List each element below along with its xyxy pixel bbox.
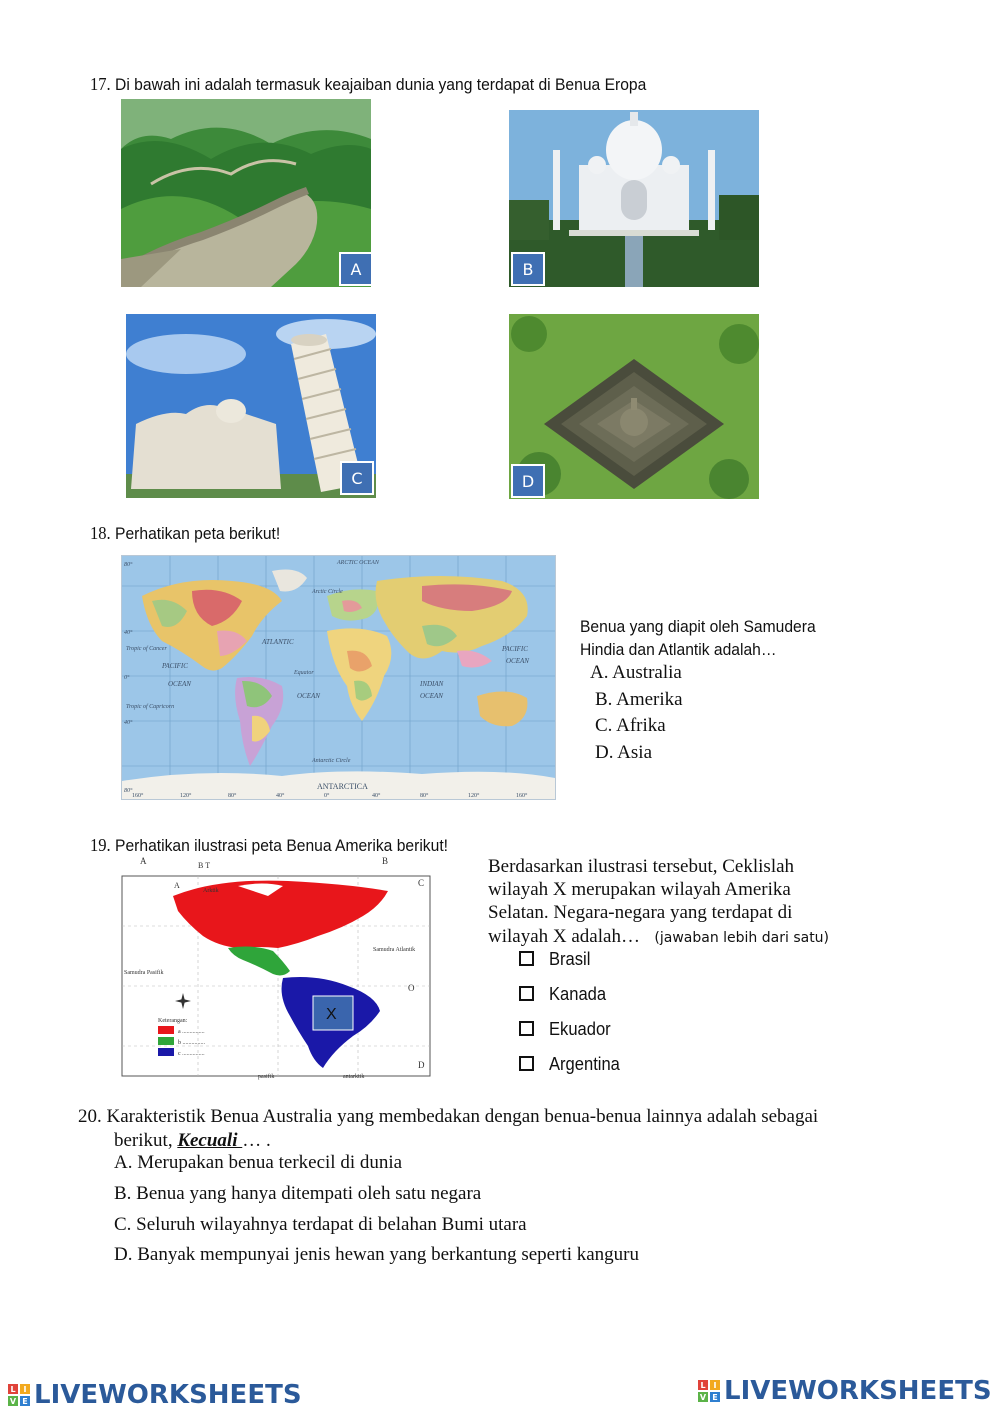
checkbox-ekuador[interactable] [519, 1021, 534, 1036]
map-tropic-cancer-label: Tropic of Cancer [126, 646, 167, 652]
great-wall-photo [121, 99, 371, 287]
footer-brand-right: LIVEWORKSHEETS [724, 1376, 992, 1406]
q20-line2-pre: berikut, [114, 1130, 178, 1151]
q19-text: Perhatikan ilustrasi peta Benua Amerika berikut! [115, 836, 449, 855]
borobudur-photo [509, 314, 759, 499]
label-a: A [339, 252, 373, 286]
q18-option-d: D. Asia [595, 742, 652, 763]
map-x-label: X [326, 1006, 337, 1023]
q20-line2 [114, 1130, 271, 1152]
liveworksheets-logo-icon: L I V E [698, 1380, 720, 1402]
q19-title [90, 835, 448, 856]
q20-line2-post: … . [242, 1130, 271, 1151]
americas-map [118, 856, 436, 1082]
map-lat-bottom: 80° [124, 788, 133, 794]
map-right-o: O [408, 983, 415, 993]
map-antarctic-circle-label: Antarctic Circle [312, 758, 351, 764]
map-lon-tick: 120° [180, 793, 192, 799]
map-axis-a: A [174, 881, 180, 890]
q18-option-b: B. Amerika [595, 689, 683, 710]
map-lon-tick: 0° [324, 793, 330, 799]
map-corner-b-top: B [382, 856, 389, 866]
taj-mahal-photo [509, 110, 759, 287]
map-lat-40: 40° [124, 630, 133, 636]
map-equator-label: Equator [294, 670, 314, 676]
liveworksheets-logo-icon: L I V E [8, 1384, 30, 1406]
map-pacific-left-label: PACIFIC [162, 662, 188, 670]
map-lon-tick: 40° [372, 793, 381, 799]
map-lon-tick: 80° [420, 793, 429, 799]
map-corner-a-top: A [140, 856, 147, 866]
map-legend-c: c ............... [178, 1051, 205, 1057]
map-pacific-right-label: PACIFIC [502, 645, 528, 653]
q17-text: Di bawah ini adalah termasuk keajaiban dunia yang terdapat di Benua Eropa [115, 75, 647, 94]
map-lat-0: 0° [124, 675, 130, 681]
checkbox-brasil[interactable] [519, 951, 534, 966]
footer-logo-right [698, 1376, 992, 1406]
map-ocean-left-label: OCEAN [168, 680, 191, 688]
footer-brand-left: LIVEWORKSHEETS [34, 1380, 302, 1410]
map-bottom-left: pasifik [258, 1074, 275, 1080]
q20-option-c: C. Seluruh wilayahnya terdapat di belahan Bumi utara [114, 1214, 527, 1235]
map-indian-label: INDIAN [420, 680, 444, 688]
map-legend-b: b ............... [178, 1040, 205, 1046]
q20-text-line1: Karakteristik Benua Australia yang membedakan dengan benua-benua lainnya adalah sebagai [106, 1106, 819, 1127]
map-lat-top: 80° [124, 562, 133, 568]
q17-number: 17. [90, 74, 111, 94]
footer-logo-left [8, 1380, 302, 1410]
map-arktik-label: Arktik [203, 888, 219, 894]
label-c: C [340, 461, 374, 495]
q20-option-d: D. Banyak mempunyai jenis hewan yang berkantung seperti kanguru [114, 1244, 639, 1265]
map-arctic-label: ARCTIC OCEAN [337, 560, 379, 566]
map-lon-tick: 160° [132, 793, 144, 799]
map-arctic-circle-label: Arctic Circle [312, 589, 343, 595]
q20-option-b: B. Benua yang hanya ditempati oleh satu negara [114, 1183, 482, 1204]
map-ocean-indian-label: OCEAN [420, 692, 443, 700]
q18-number: 18. [90, 523, 111, 543]
choice-kanada: Kanada [549, 984, 607, 1004]
q19-question-line3: Selatan. Negara-negara yang terdapat di [488, 902, 793, 923]
q19-note: (jawaban lebih dari satu) [654, 930, 830, 946]
choice-brasil: Brasil [549, 949, 591, 969]
map-lon-tick: 120° [468, 793, 480, 799]
q19-question-line1: Berdasarkan ilustrasi tersebut, Ceklislah [488, 856, 795, 877]
map-ocean-right-label: OCEAN [506, 657, 529, 665]
q18-text: Perhatikan peta berikut! [115, 524, 281, 543]
map-tropic-capricorn-label: Tropic of Capricorn [126, 704, 175, 710]
q20-kecuali: Kecuali [177, 1130, 243, 1151]
map-legend-title: Keterangan: [158, 1018, 188, 1024]
checkbox-kanada[interactable] [519, 986, 534, 1001]
choice-ekuador: Ekuador [549, 1019, 611, 1039]
q19-question-line2: wilayah X merupakan wilayah Amerika [488, 879, 791, 900]
map-corner-c: C [418, 878, 425, 888]
q18-option-a: A. Australia [590, 662, 682, 683]
q18-title [90, 523, 280, 544]
map-antarctica-label: ANTARCTICA [317, 782, 368, 791]
q18-question-line1: Benua yang diapit oleh Samudera [580, 617, 816, 636]
q19-number: 19. [90, 835, 111, 855]
label-b: B [511, 252, 545, 286]
map-bottom-right: antarktik [343, 1074, 365, 1080]
q20-line1 [78, 1106, 818, 1128]
choice-argentina: Argentina [549, 1054, 620, 1074]
q20-number: 20. [78, 1106, 102, 1127]
world-map [121, 555, 556, 800]
map-lat-m40: 40° [124, 720, 133, 726]
q19-question-line4-wrap [488, 926, 829, 948]
map-legend-a: a ............... [178, 1029, 205, 1035]
map-ocean-mid-label: OCEAN [297, 692, 320, 700]
map-lon-tick: 80° [228, 793, 237, 799]
q20-option-a: A. Merupakan benua terkecil di dunia [114, 1152, 403, 1173]
map-lon-tick: 160° [516, 793, 528, 799]
map-pasifik-label: Samudra Pasifik [124, 970, 164, 976]
map-atlantic-label: ATLANTIC [262, 638, 294, 646]
q19-question-line4: wilayah X adalah… [488, 926, 640, 947]
q17-title [90, 74, 646, 95]
leaning-tower-pisa-photo [126, 314, 376, 498]
map-lon-top: B T [198, 861, 211, 870]
label-d: D [511, 464, 545, 498]
map-lon-tick: 40° [276, 793, 285, 799]
checkbox-argentina[interactable] [519, 1056, 534, 1071]
q18-option-c: C. Afrika [595, 715, 666, 736]
map-atlantik-label: Samudra Atlantik [373, 947, 416, 953]
map-corner-d: D [418, 1060, 425, 1070]
q18-question-line2: Hindia dan Atlantik adalah… [580, 640, 777, 659]
